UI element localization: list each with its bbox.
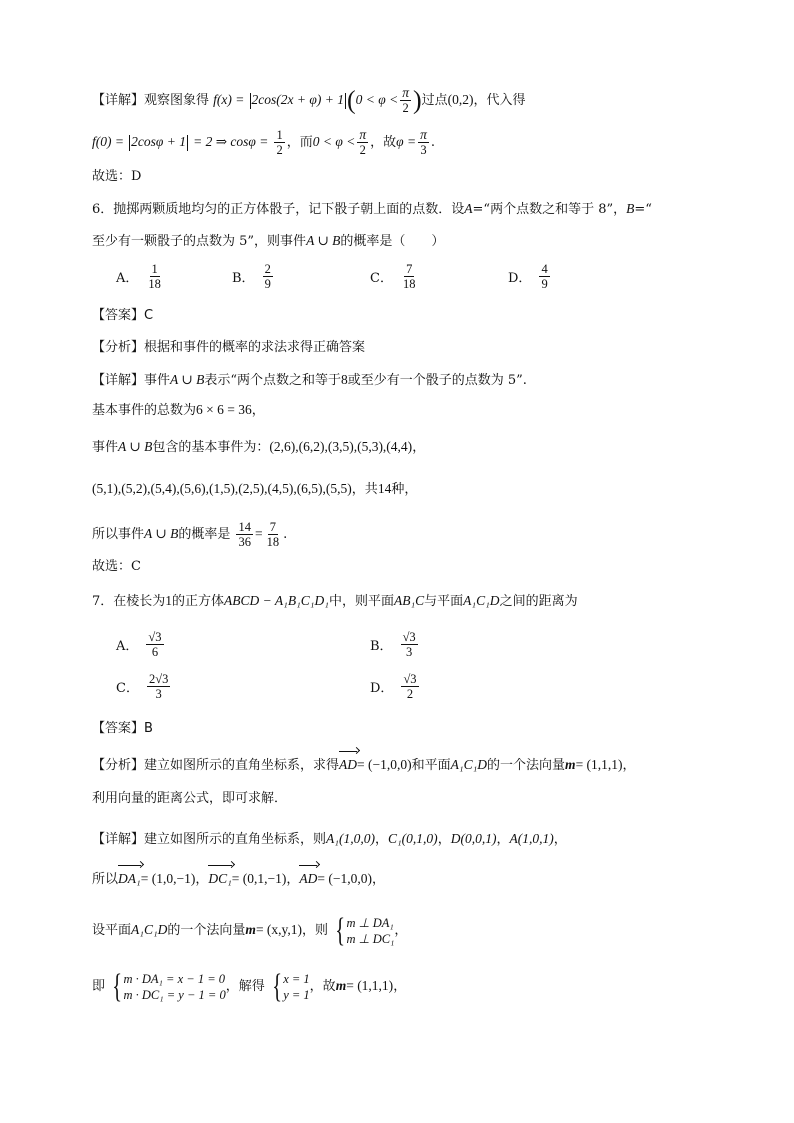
q6-option-c[interactable]: C． $\frac{7}{18}$ <box>370 262 416 291</box>
detail-line-1 <box>92 86 526 115</box>
q7-detail-2: 所以DA₁= (1,0,−1)，DC₁= (0,1,−1)，AD= (−1,0,0)， <box>92 868 385 891</box>
q6-answer: 【答案】C <box>92 308 154 323</box>
formula-fx: f(x) = <box>213 92 245 107</box>
text: ，代入得 <box>473 93 526 108</box>
abs-bar <box>345 93 346 109</box>
formula-f0: f(0) = <box>92 134 124 149</box>
text: 观察图象得 <box>144 93 210 108</box>
system-solution: { x = 1 y = 1 <box>272 967 310 1005</box>
q7-detail-1: 【详解】建立如图所示的直角坐标系，则A₁(1,0,0)，C₁(0,1,0)，D(0,0,1)，A(1,0,1)， <box>92 831 567 847</box>
q6-stem-line-1: 6．抛掷两颗质地均匀的正方体骰子，记下骰子朝上面的点数．设A=“两个点数之和等于 8”，B=“ <box>92 201 652 217</box>
q7-option-a[interactable]: A． $\frac{√3}{6}$ <box>116 630 162 659</box>
select-answer-5: 故选：D <box>92 169 142 184</box>
formula-cos: 2cosφ + 1 <box>131 134 186 149</box>
system-perpendicular: { m ⊥ DA₁ m ⊥ DC₁ <box>335 911 395 949</box>
q6-option-b[interactable]: B． $\frac{2}{9}$ <box>232 262 271 291</box>
fraction-pi-2: $\frac{\pi}{2}$ <box>402 85 409 115</box>
q6-detail-2: 基本事件的总数为6 × 6 = 36， <box>92 402 265 418</box>
q6-detail-4: (5,1),(5,2),(5,4),(5,6),(1,5),(2,5),(4,5),(6,5),(5,5)，共14种， <box>92 481 418 497</box>
q7-option-b[interactable]: B． $\frac{√3}{3}$ <box>370 630 416 659</box>
detail-line-2: f(0) = 2cosφ + 1 = 2 ⇒ cosφ = $\frac{1}{2}$ ，而0 < φ < $\frac{\pi}{2}$ ，故φ = $\frac{\pi}{3}$ . <box>92 127 435 157</box>
formula-phi: φ = <box>396 134 417 149</box>
q7-option-d[interactable]: D． $\frac{√3}{2}$ <box>370 672 417 701</box>
q6-detail-3: 事件A ∪ B包含的基本事件为：(2,6),(6,2),(3,5),(5,3),(4,4)， <box>92 439 426 455</box>
q7-detail-4: 即 { m · DA₁ = x − 1 = 0 m · DC₁ = y − 1 = 0 ，解得 { x = 1 y = 1 ，故m= (1,1,1)， <box>92 967 407 1005</box>
q6-option-a[interactable]: A． $\frac{1}{18}$ <box>116 262 161 291</box>
paren: ( <box>346 85 356 115</box>
q7-answer: 【答案】B <box>92 721 153 736</box>
q6-detail-5: 所以事件A ∪ B的概率是 $\frac{14}{36}$ = $\frac{7}{18}$ . <box>92 520 288 549</box>
system-dot: { m · DA₁ = x − 1 = 0 m · DC₁ = y − 1 = 0 <box>112 967 226 1005</box>
q6-stem-line-2: 至少有一颗骰子的点数为 5”，则事件A ∪ B的概率是（ ） <box>92 233 445 249</box>
q7-detail-3: 设平面A₁C₁D的一个法向量m= (x,y,1)，则 { m ⊥ DA₁ m ⊥ DC₁ ， <box>92 911 408 949</box>
detail-tag: 【详解】 <box>92 93 145 108</box>
formula-range: 0 < φ < <box>355 92 399 107</box>
formula-implies: = 2 ⇒ cosφ = <box>193 134 269 149</box>
text: ，而 <box>286 135 313 150</box>
q7-stem: 7．在棱长为1的正方体ABCD − A₁B₁C₁D₁中，则平面AB₁C与平面A₁C₁D之间的距离为 <box>92 593 578 609</box>
abs-bar <box>250 93 251 109</box>
q6-detail-1: 【详解】事件A ∪ B表示“两个点数之和等于8或至少有一个骰子的点数为 5”. <box>92 372 527 388</box>
point: (0,2) <box>447 92 474 107</box>
paren: ) <box>412 85 422 115</box>
q7-option-c[interactable]: C． $\frac{2√3}{3}$ <box>116 672 169 701</box>
fraction-pi-3: $\frac{\pi}{3}$ <box>420 127 427 157</box>
q6-analysis: 【分析】根据和事件的概率的求法求得正确答案 <box>92 340 366 355</box>
fraction-pi-2: $\frac{\pi}{2}$ <box>359 127 367 157</box>
q6-option-d[interactable]: D． $\frac{4}{9}$ <box>508 262 548 291</box>
formula-range: 0 < φ < <box>312 134 356 149</box>
q6-select: 故选：C <box>92 559 141 574</box>
text: ，故 <box>370 135 397 150</box>
q7-analysis-2: 利用向量的距离公式，即可求解． <box>92 791 288 806</box>
q7-analysis-1: 【分析】建立如图所示的直角坐标系，求得AD= (−1,0,0)和平面A₁C₁D的一个法向量m= (1,1,1)， <box>92 754 636 777</box>
formula-cos: 2cos(2x + φ) + 1 <box>251 92 344 107</box>
fraction-1-2: $\frac{1}{2}$ <box>276 128 283 157</box>
text: 过点 <box>421 93 448 108</box>
